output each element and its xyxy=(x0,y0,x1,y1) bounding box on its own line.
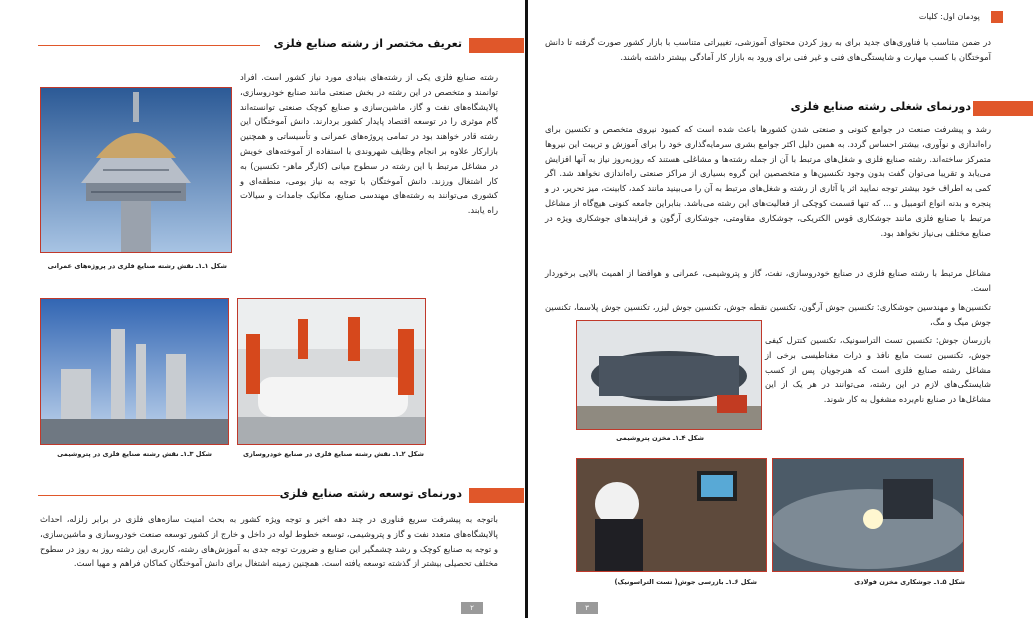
milad-tower-photo xyxy=(40,87,232,253)
running-header-text: پودمان اول: کلیات xyxy=(918,12,980,21)
book-spine xyxy=(525,0,528,618)
running-header xyxy=(919,6,1003,20)
fig4-caption: شکل ۴ـ۱ـ مخزن پتروشیمی xyxy=(616,434,704,442)
car-factory-photo xyxy=(237,298,426,445)
job-heading: دورنمای شغلی رشته صنایع فلزی xyxy=(790,100,971,113)
ultrasonic-test-photo xyxy=(576,458,767,572)
inspection-illustration xyxy=(577,459,766,571)
job-text-4: بازرسان جوش: تکنسین تست التراسونیک، تکنسین کنترل کیفی جوش، تکنسین تست مایع نافذ و ذرات مغناطیسی برخی از مشاغل رشته صنایع فلزی است که هنرجویان پس از کسب شایستگی‌های لازم در این رشته، می‌توانند در هر یک از این مشاغل‌ها در صنایع نام‌برده مشغول به کار شوند. xyxy=(765,335,991,405)
header-rule xyxy=(38,45,260,46)
welding-illustration xyxy=(773,459,963,571)
refinery-illustration xyxy=(41,299,228,444)
intro-section-header xyxy=(38,37,524,55)
development-text: باتوجه به پیشرفت سریع فناوری در چند دهه اخیر و توجه ویژه کشور به بحث امنیت سازه‌های فلزی در برابر زلزله، احداث پالایشگاه‌های متعدد نفت و گاز و پتروشیمی، توسعه خطوط لوله در داخل و خارج از کشور توسعه صنعت خودروسازی و ماشین‌سازی، و توجه به صنایع کوچک و رشد چشمگیر این صنایع و ضرورت توجه جدی به آموزش‌های رشته، کاربری این رشته روز به روز در سطوح مختلف تحصیلی بیشتر از گذشته توسعه یافته است. همچنین زمینه اشتغال برای دانش آموختگان کماکان فراهم و مهیا است. xyxy=(40,514,498,569)
header-tab xyxy=(469,38,524,53)
job-text-2: مشاغل مرتبط با رشته صنایع فلزی در صنایع خودروسازی، نفت، گاز و پتروشیمی، عمرانی و هوافضا از اهمیت بالایی برخوردار است. xyxy=(545,268,991,293)
tower-illustration xyxy=(41,88,231,252)
development-heading: دورنمای توسعه رشته صنایع فلزی xyxy=(279,487,462,500)
job-section-header xyxy=(529,100,1033,118)
header-rule xyxy=(38,495,280,496)
tank-illustration xyxy=(577,321,761,429)
intro-heading: تعریف مختصر از رشته صنایع فلزی xyxy=(273,37,462,50)
page-number: ۳ xyxy=(576,602,598,614)
fig3-caption: شکل ۳ـ۱ـ نقش رشته صنایع فلزی در پتروشیمی xyxy=(57,450,212,458)
fig5-caption: شکل ۵ـ۱ـ جوشکاری مخزن فولادی xyxy=(854,578,965,586)
header-tab xyxy=(469,488,524,503)
tank-photo xyxy=(576,320,762,430)
header-tab xyxy=(973,101,1033,116)
welding-photo xyxy=(772,458,964,572)
intro-paragraph: در ضمن متناسب با فناوری‌های جدید برای به روز کردن محتوای آموزشی، تغییراتی متناسب با بازار کشور صورت گرفته تا دانش آموختگان با کسب مهارت و شایستگی‌های فنی و غیر فنی برای ورود به بازار کار آمادگی بیشتر داشته باشند. xyxy=(545,37,991,62)
robot-line-illustration xyxy=(238,299,425,444)
intro-text: رشته صنایع فلزی یکی از رشته‌های بنیادی مورد نیاز کشور است. افراد توانمند و متخصص در این رشته در بخش صنعتی مانند صنایع خودروسازی، پالایشگاه‌های نفت و گاز، ماشین‌سازی و صنایع کوچک صنعتی توانسته‌اند گام موثری را در توسعه اقتصاد پایدار کشور بردارند. دانش آموختگان این رشته قادر خواهند بود در تمامی پروژه‌های عمرانی و تأسیساتی و همچنین بازارکار علاوه بر انجام وظایف شهروندی با استفاده از آموخته‌های خویش در مشاغل مرتبط با این رشته در سطوح میانی (کارگر ماهر- تکنسین) به کار اشتغال ورزند. دانش آموختگان با توجه به نیاز بومی، منطقه‌ای و کشوری می‌توانند به رشته‌های مهندسی صنایع، مکانیک جامدات و سیالات راه یابند. xyxy=(240,72,498,216)
fig6-caption: شکل ۶ـ۱ـ بازرسی جوش( تست التراسونیک) xyxy=(614,578,757,586)
fig2-caption: شکل ۲ـ۱ـ نقش رشته صنایع فلزی در صنایع خودروسازی xyxy=(243,450,424,458)
development-section-header xyxy=(38,487,524,505)
job-text: رشد و پیشرفت صنعت در جوامع کنونی و صنعتی شدن کشورها باعث شده است که کمبود نیروی متخصص و تکنسین برای راه‌اندازی و نوآوری، بیشتر احساس گردد. به همین دلیل اکثر جوامع بشری سرمایه‌گذاری خود را برای آموزش و تربیت این نیروها متمرکز ساخته‌اند. رشته صنایع فلزی و شغل‌های مرتبط با آن از جمله رشته‌ها و مشاغلی هستند که روزبه‌روز نیاز به آنها افزایش می‌یابد و تقریبا می‌توان گفت بدون وجود تکنسین‌ها و متخصصین این گروه بسیاری از مراکز صنعتی راه‌اندازی نخواهد شد. اگر کمی به اطراف خود بیشتر توجه نمایید اثر یا آثاری از رشته و شغل‌های مرتبط به آن را می‌بینید مانند کمد، کابینت، میز تحریر، در و پنجره و بدنه انواع اتومبیل و ... که تنها قسمت کوچکی از فعالیت‌های این رشته می‌باشد. بنابراین جامعه کنونی هیچ‌گاه از مشاغل مرتبط با صنایع فلزی مانند جوشکاری قوس الکتریکی، جوشکاری مقاومتی، جوشکاری آرگون و فرایندهای جوشکاری ویژه در صنایع مختلف بی‌نیاز نخواهد بود. xyxy=(545,124,991,238)
job-text-3: تکنسین‌ها و مهندسین جوشکاری: تکنسین جوش آرگون، تکنسین نقطه جوش، تکنسین جوش لیزر، تکنسین جوش پلاسما، تکنسین جوش میگ و مگ، xyxy=(545,302,991,327)
petrochemical-photo xyxy=(40,298,229,445)
right-page xyxy=(529,0,1033,618)
page-number: ۲ xyxy=(461,602,483,614)
fig1-caption: شکل ۱ـ۱ـ نقش رشته صنایع فلزی در پروژه‌های عمرانی xyxy=(47,262,227,270)
running-header-square xyxy=(991,11,1003,23)
